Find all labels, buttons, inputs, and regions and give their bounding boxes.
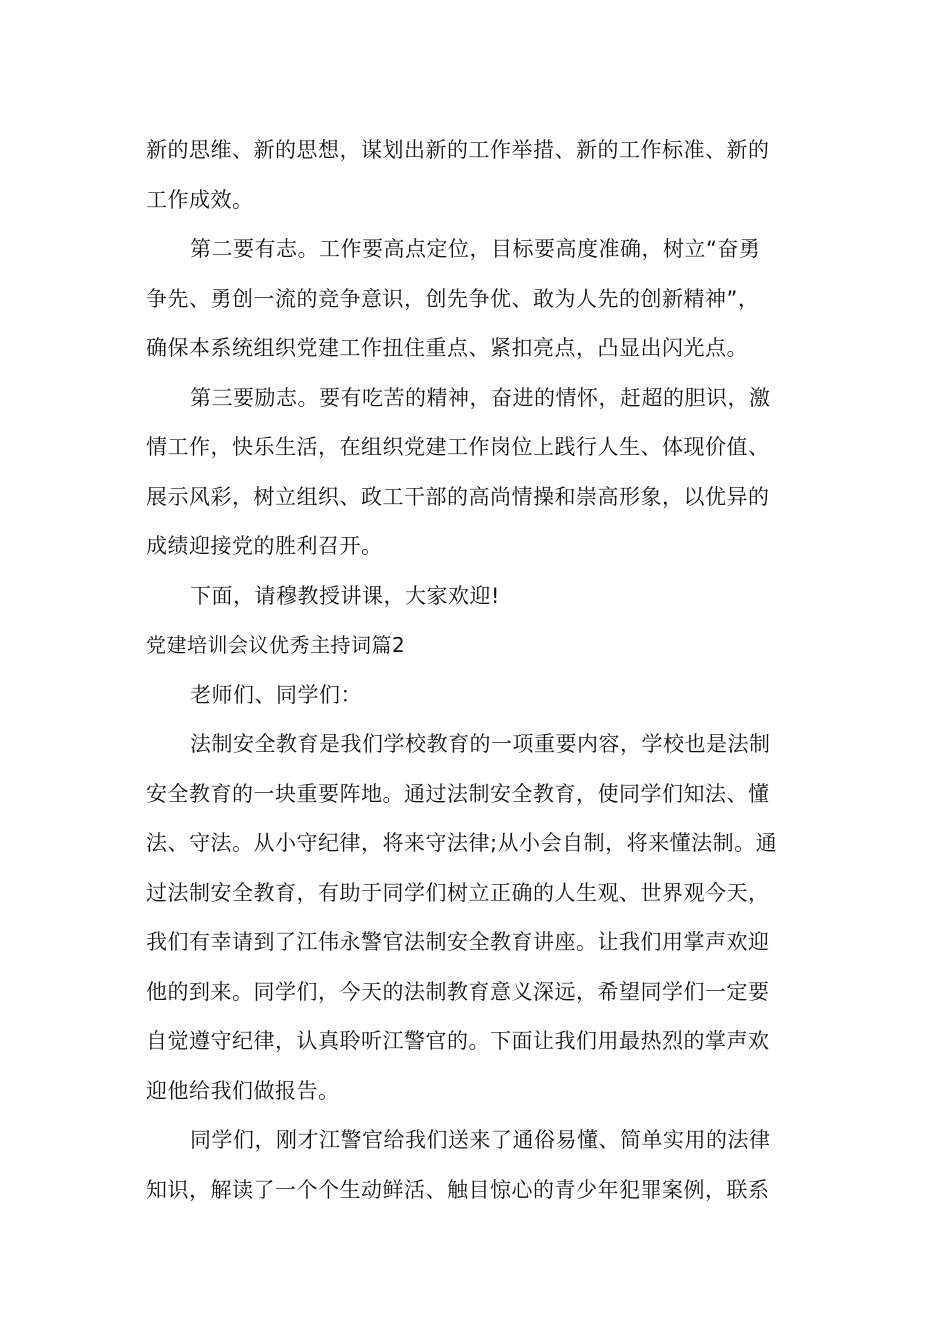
text-line: 同学们，刚才江警官给我们送来了通俗易懂、简单实用的法律 [190, 1128, 771, 1152]
text-line: 法、守法。从小守纪律，将来守法律;从小会自制，将来懂法制。通 [146, 831, 778, 855]
text-line: 知识，解读了一个个生动鲜活、触目惊心的青少年犯罪案例，联系 [146, 1177, 770, 1202]
text-line: 下面，请穆教授讲课，大家欢迎! [190, 583, 500, 608]
text-line: 我们有幸请到了江伟永警官法制安全教育讲座。让我们用掌声欢迎 [146, 930, 770, 954]
section-heading: 党建培训会议优秀主持词篇2 [146, 633, 406, 657]
text-line: 法制安全教育是我们学校教育的一项重要内容，学校也是法制 [190, 732, 771, 756]
text-line: 过法制安全教育，有助于同学们树立正确的人生观、世界观今天， [146, 880, 770, 905]
text-line: 自觉遵守纪律，认真聆听江警官的。下面让我们用最热烈的掌声欢 [146, 1029, 770, 1053]
text-line: 确保本系统组织党建工作扭住重点、紧扣亮点，凸显出闪光点。 [146, 336, 748, 360]
text-line: 迎他给我们做报告。 [146, 1078, 340, 1103]
text-line: 他的到来。同学们，今天的法制教育意义深远，希望同学们一定要 [146, 979, 770, 1004]
text-line: 情工作，快乐生活，在组织党建工作岗位上践行人生、体现价值、 [146, 435, 770, 459]
text-line: 工作成效。 [146, 187, 254, 212]
text-line: 第三要励志。要有吃苦的精神，奋进的情怀，赶超的胆识，激 [190, 385, 771, 410]
text-line: 新的思维、新的思想，谋划出新的工作举措、新的工作标准、新的 [146, 138, 770, 162]
text-line: 展示风彩，树立组织、政工干部的高尚情操和崇高形象，以优异的 [146, 484, 770, 509]
text-line: 安全教育的一块重要阵地。通过法制安全教育，使同学们知法、懂 [146, 781, 770, 806]
document-page [146, 126, 806, 1215]
text-line: 老师们、同学们： [190, 682, 362, 707]
text-line: 成绩迎接党的胜利召开。 [146, 534, 383, 558]
text-line: 第二要有志。工作要高点定位，目标要高度准确，树立“奋勇 [190, 237, 761, 261]
text-line: 争先、勇创一流的竞争意识，创先争优、敢为人先的创新精神”， [146, 286, 760, 311]
